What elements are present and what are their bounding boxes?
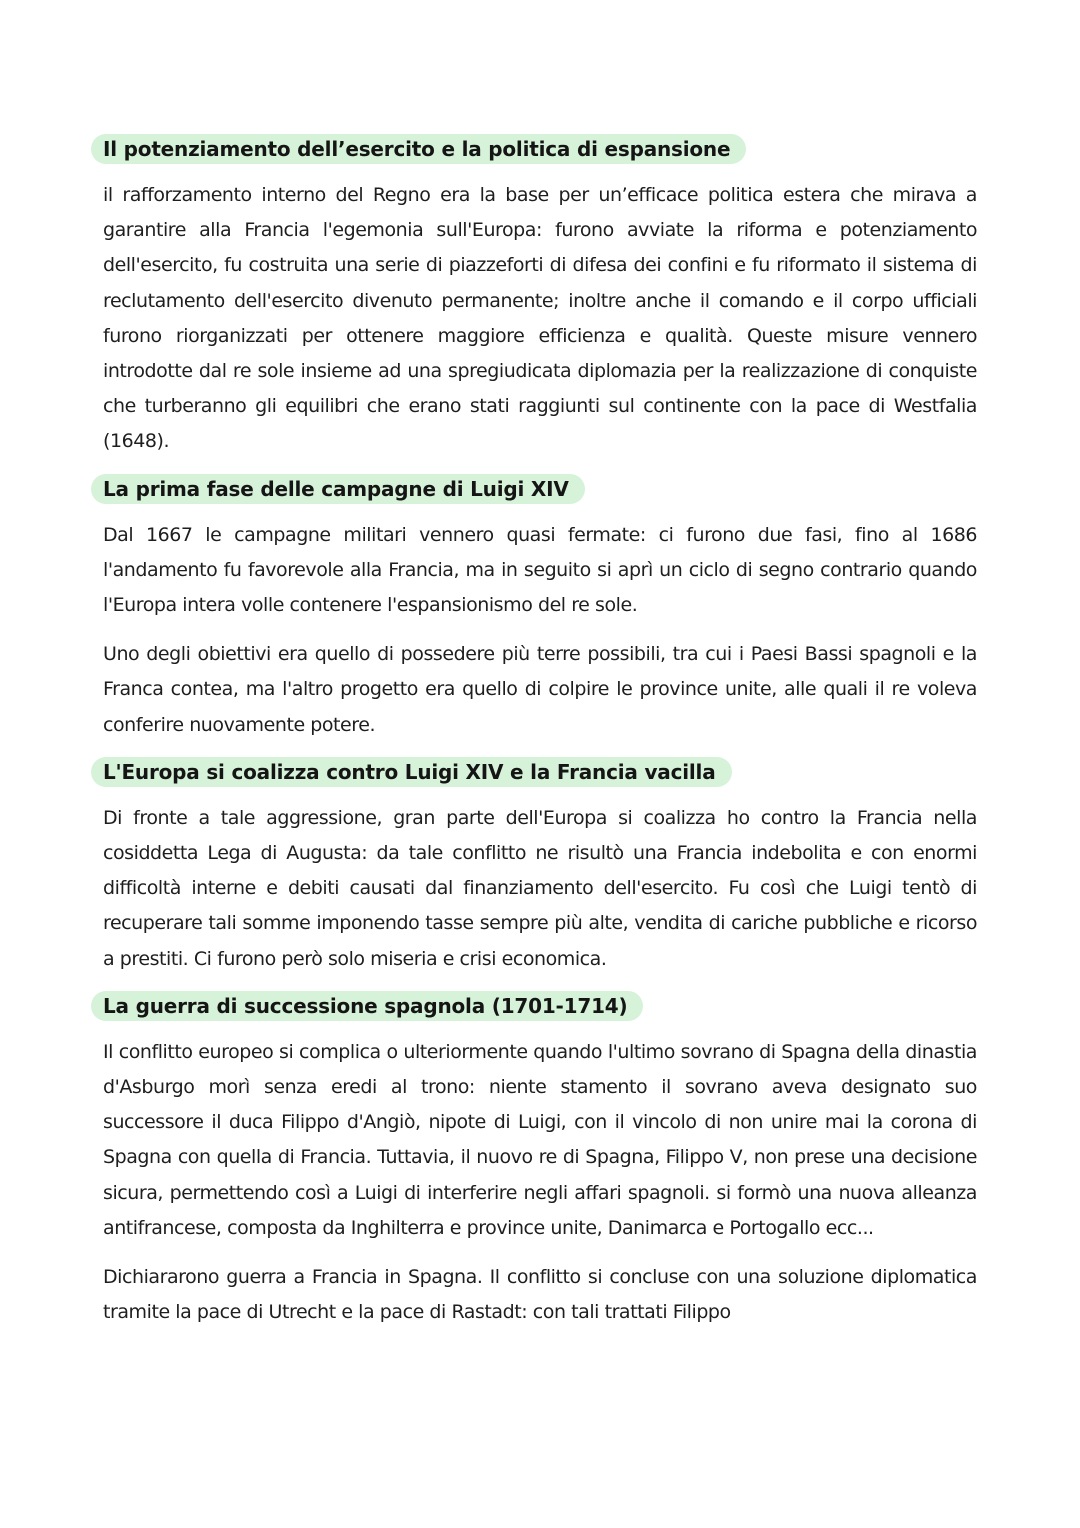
paragraph: Dichiararono guerra a Francia in Spagna. Il conflitto si concluse con una soluzione diplomatica tramite la pace di Utrecht e la pace di Rastadt: con tali trattati Filippo xyxy=(103,1266,977,1324)
section-army-expansion xyxy=(103,134,977,460)
paragraph: Il conflitto europeo si complica o ulteriormente quando l'ultimo sovrano di Spagna della dinastia d'Asburgo morì senza eredi al trono: niente stamento il sovrano aveva designato suo successore il duca Filippo d'Angiò, nipote di Luigi, con il vincolo di non unire mai la corona di Spagna con quella di Francia. Tuttavia, il nuovo re di Spagna, Filippo V, non prese una decisione sicura, permettendo così a Luigi di interferire negli affari spagnoli. si formò una nuova alleanza antifrancese, composta da Inghilterra e province unite, Danimarca e Portogallo ecc... xyxy=(103,1040,977,1239)
paragraph: il rafforzamento interno del Regno era la base per un’efficace politica estera che mirava a garantire alla Francia l'egemonia sull'Europa: furono avviate la riforma e potenziamento dell'esercito, fu costruita una serie di piazzeforti di difesa dei confini e fu riformato il sistema di reclutamento dell'esercito divenuto permanente; inoltre anche il comando e il corpo ufficiali furono riorganizzati per ottenere maggiore efficienza e qualità. Queste misure vennero introdotte dal re sole insieme ad una spregiudicata diplomazia per la realizzazione di conquiste che turberanno gli equilibri che erano stati raggiunti sul continente con la pace di Westfalia (1648). xyxy=(103,184,977,453)
section-heading: La guerra di successione spagnola (1701-1714) xyxy=(91,991,643,1021)
section-heading: L'Europa si coalizza contro Luigi XIV e la Francia vacilla xyxy=(91,757,732,787)
section-first-campaigns xyxy=(103,474,977,743)
section-europe-coalition xyxy=(103,757,977,977)
paragraph: Di fronte a tale aggressione, gran parte dell'Europa si coalizza ho contro la Francia nella cosiddetta Lega di Augusta: da tale conflitto ne risultò una Francia indebolita e con enormi difficoltà interne e debiti causati dal finanziamento dell'esercito. Fu così che Luigi tentò di recuperare tali somme imponendo tasse sempre più alte, vendita di cariche pubbliche e ricorso a prestiti. Ci furono però solo miseria e crisi economica. xyxy=(103,806,977,970)
section-heading: Il potenziamento dell’esercito e la politica di espansione xyxy=(91,134,746,164)
paragraph: Dal 1667 le campagne militari vennero quasi fermate: ci furono due fasi, fino al 1686 l'andamento fu favorevole alla Francia, ma in seguito si aprì un ciclo di segno contrario quando l'Europa intera volle contenere l'espansionismo del re sole. xyxy=(103,523,977,617)
paragraph: Uno degli obiettivi era quello di possedere più terre possibili, tra cui i Paesi Bassi spagnoli e la Franca contea, ma l'altro progetto era quello di colpire le province unite, alle quali il re voleva conferire nuovamente potere. xyxy=(103,643,977,736)
section-heading: La prima fase delle campagne di Luigi XIV xyxy=(91,474,585,504)
document-page xyxy=(103,134,977,1330)
section-spanish-succession xyxy=(103,991,977,1331)
